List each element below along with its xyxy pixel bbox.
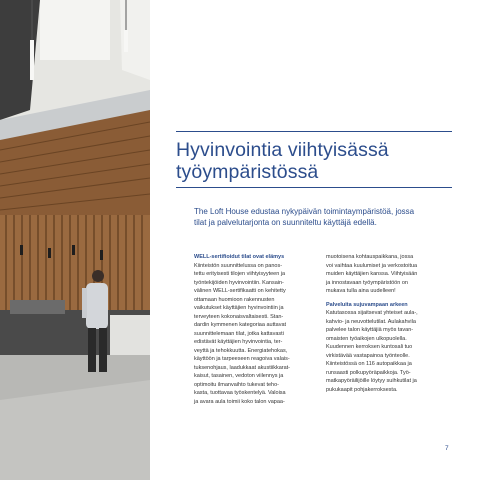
- section-heading-well: WELL-sertifioidut tilat ovat elämys: [194, 254, 285, 260]
- body-line: tettu erityisesti tilojen viihtyisyyteen ja: [194, 271, 286, 277]
- body-line: omaisten työaikojen ulkopuolella.: [326, 335, 407, 342]
- body-line: palvelee talon käyttäjiä myös tavan-: [326, 327, 414, 333]
- body-line: dardin kymmenen kategoriaa auttavat: [194, 322, 287, 328]
- body-line: tuksenohjaus, laadukkaat akustiikkarat-: [194, 364, 290, 371]
- lead-paragraph: [194, 206, 456, 228]
- body-column-left: [194, 253, 330, 406]
- body-line: pukukaapit pohjakerroksesta.: [326, 386, 398, 393]
- body-line: kasta, tuottavaa työskentelyä. Valoisa: [194, 390, 286, 396]
- body-line: edistävät käyttäjien hyvinvointia, ter-: [194, 339, 283, 345]
- title-line: työympäristössä: [176, 161, 319, 183]
- body-line: käyttöön ja tarpeeseen reagoiva valais-: [194, 356, 290, 362]
- lead-line: The Loft House edustaa nykypäivän toimintaympäristöä, jossa: [194, 207, 415, 216]
- title-top-rule: [176, 131, 452, 132]
- body-line: muiden käyttäjien kanssa. Viihtyisään: [326, 271, 418, 277]
- body-line: matkapyöräilijöille löytyy suihkutilat ja: [326, 378, 417, 384]
- page-number: 7: [445, 445, 449, 452]
- body-column-right: [326, 253, 462, 394]
- body-line: Kuudennen kerroksen kuntosali tuo: [326, 344, 413, 350]
- body-line: Kiinteistössä on 116 autopaikkaa ja: [326, 361, 412, 367]
- title-bottom-rule: [176, 187, 452, 188]
- body-line: veyttä ja tehokkuutta. Energiatehokas,: [194, 347, 288, 354]
- page-title: [176, 139, 466, 183]
- lead-line: tilat ja palvelutarjonta on suunniteltu käyttäjä edellä.: [194, 218, 377, 227]
- body-line: Kiinteistön suunnittelussa on panos-: [194, 262, 283, 269]
- body-line: ja avara aula toimii koko talon vapaa-: [194, 398, 285, 405]
- body-line: työntekijöiden hyvinvointiin. Kansain-: [194, 279, 284, 286]
- body-line: virkistävää vastapainoa työnteolle.: [326, 352, 410, 359]
- body-line: optimoitu ilmanvaihto tukevat teho-: [194, 381, 279, 388]
- title-line: Hyvinvointia viihtyisässä: [176, 139, 389, 161]
- body-line: muotoisena kohtauspaikkana, jossa: [326, 254, 414, 260]
- section-heading-services: Palveluita sujuvampaan arkeen: [326, 301, 408, 308]
- body-line: runsaasti polkupyöräpaikkoja. Työ-: [326, 369, 411, 376]
- body-line: välinen WELL-sertifikaatti on kehitetty: [194, 288, 286, 294]
- body-line: kaisut, tasainen, vedoton viilennys ja: [194, 373, 284, 379]
- body-line: kahvio- ja neuvottelutilat. Aulakahvila: [326, 318, 416, 325]
- body-line: ja innostavaan työympäristöön on: [326, 279, 408, 286]
- body-line: voi vaihtaa kuulumiset ja verkostoitua: [326, 262, 418, 269]
- body-line: terveyteen kokonaisvaltaisesti. Stan-: [194, 313, 284, 320]
- body-line: vaikutukset käyttäjien hyvinvointiin ja: [194, 305, 284, 311]
- body-line: suunnittelemaan tilat, jotka kattavasti: [194, 330, 284, 337]
- body-line: ottamaan huomioon rakennusten: [194, 296, 275, 303]
- lobby-photo: [0, 0, 150, 480]
- body-line: mukava tulla aina uudelleen!: [326, 288, 396, 294]
- body-line: Katutasossa sijaitsevat yhteiset aula-,: [326, 310, 418, 316]
